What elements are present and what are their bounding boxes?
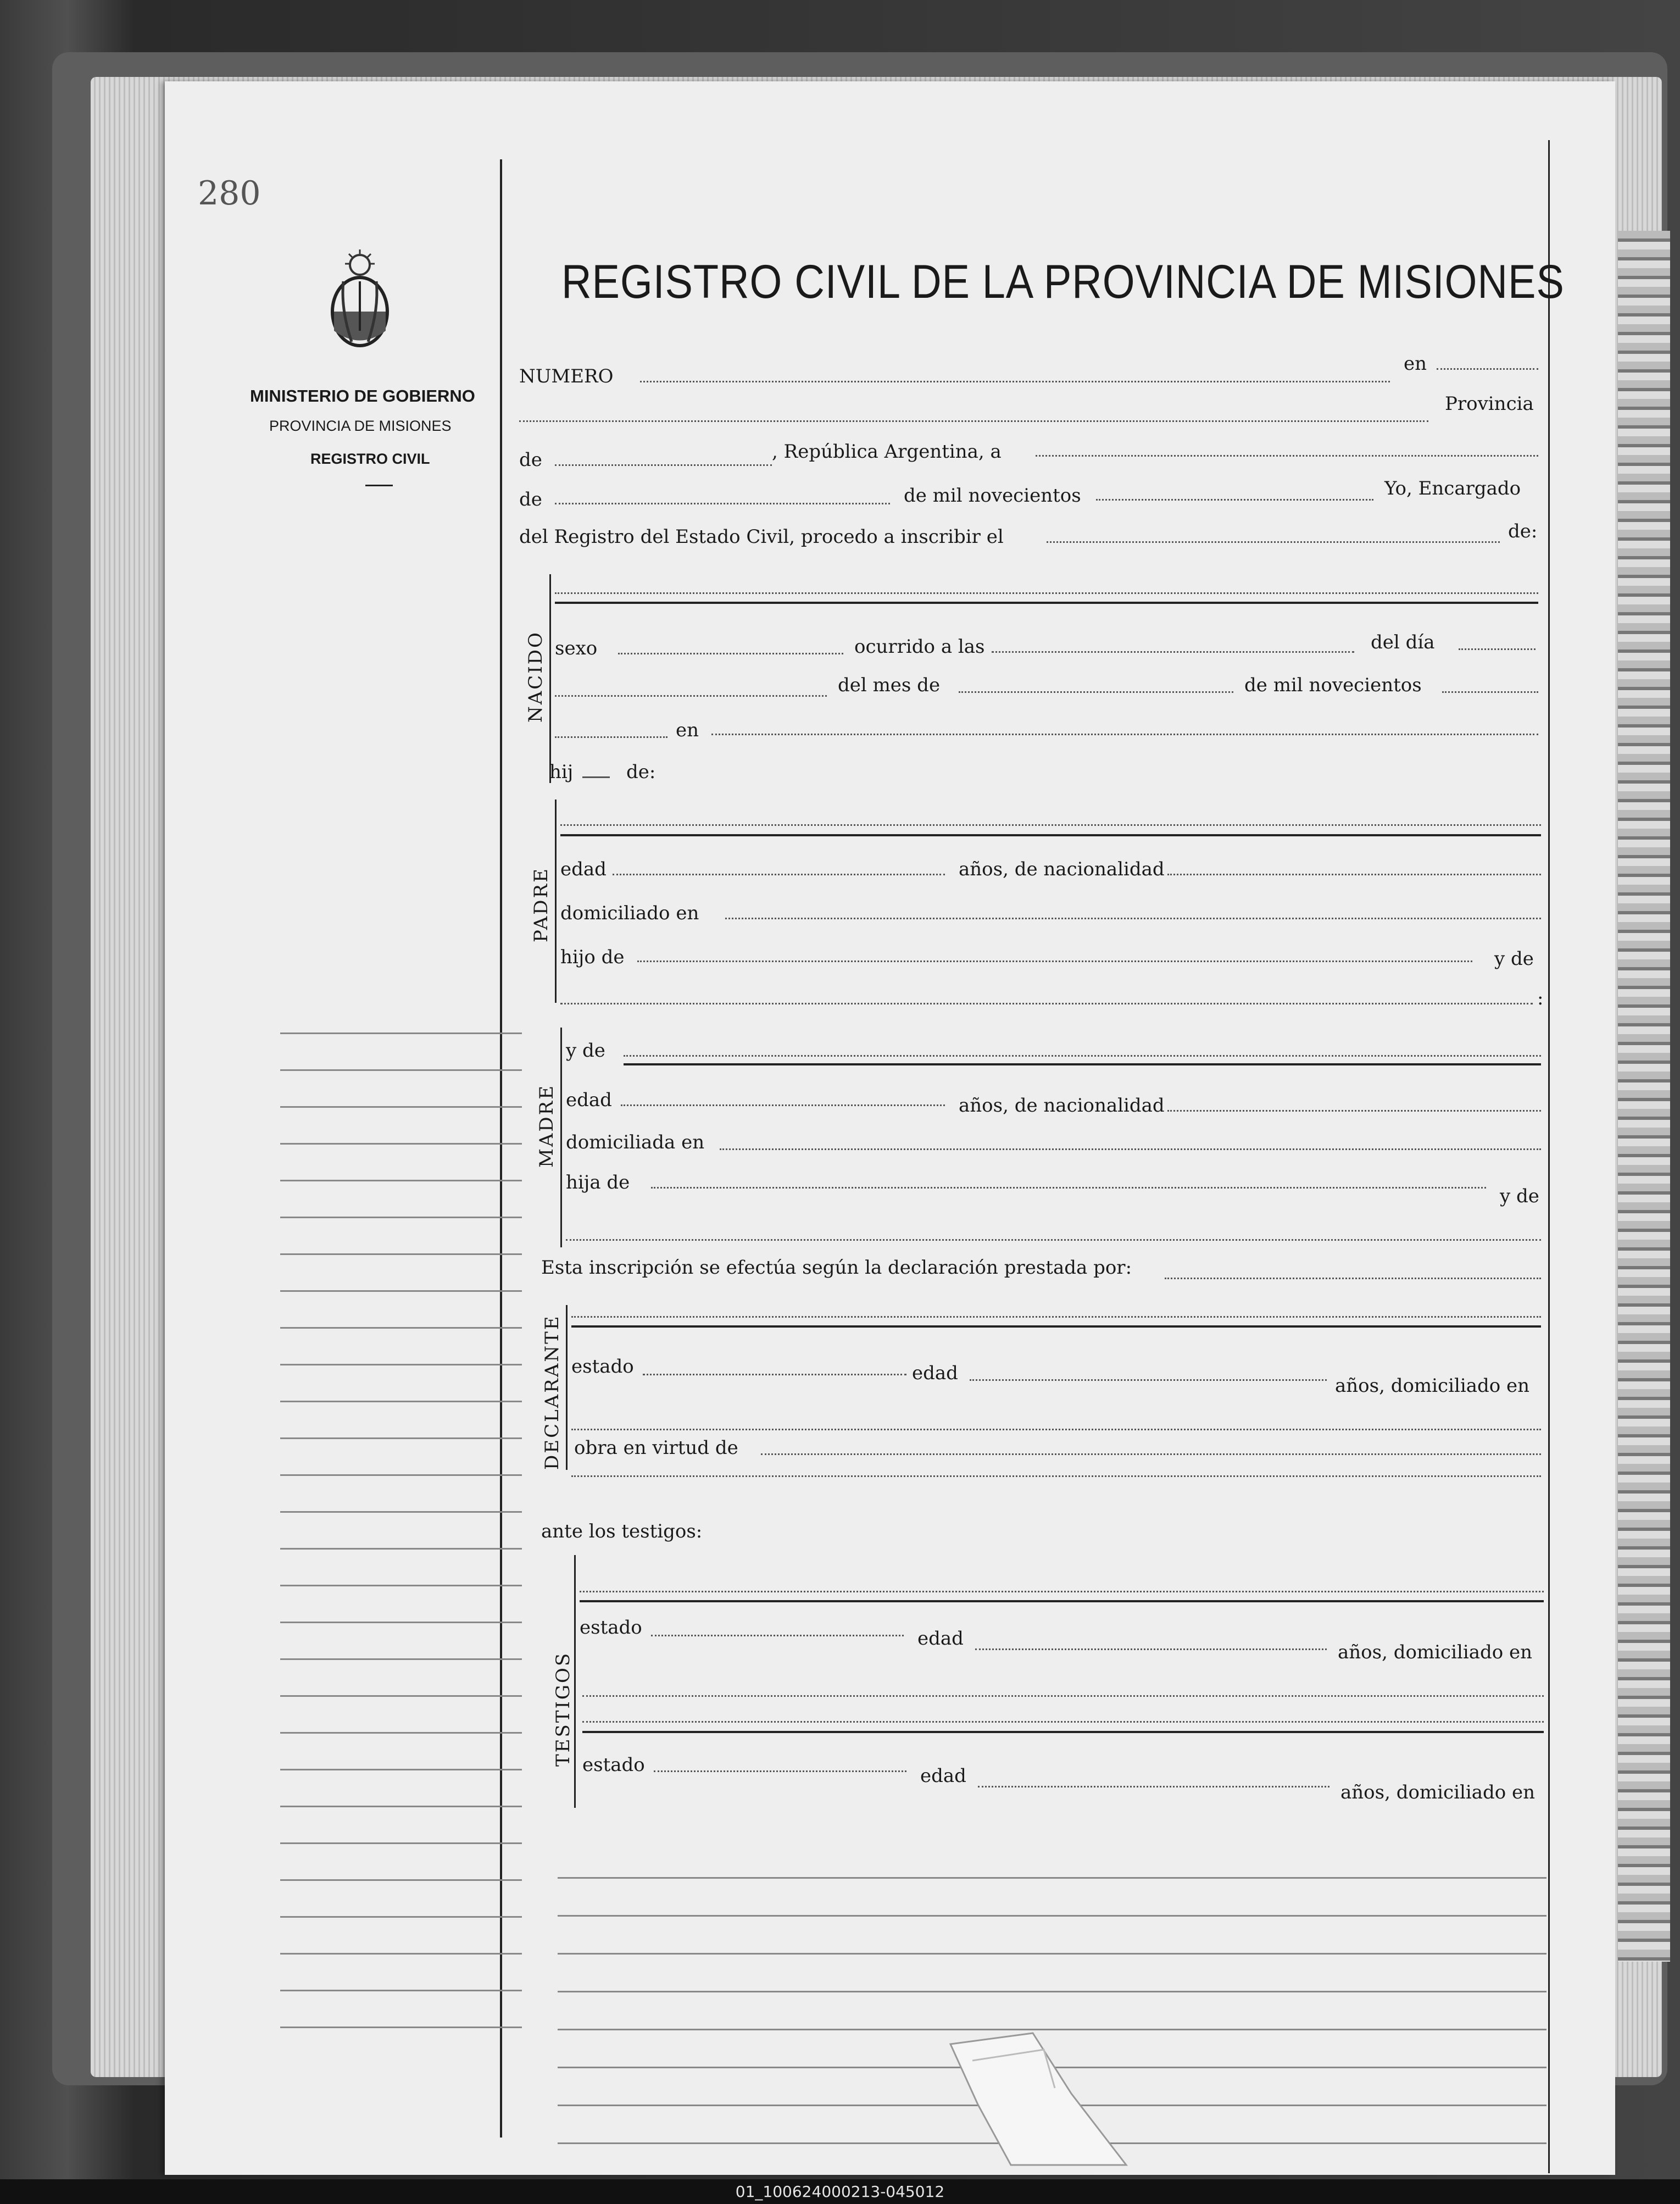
field-abuela-paterna[interactable]: [560, 1003, 1533, 1004]
field-declarante-edad[interactable]: [970, 1379, 1327, 1381]
field-lugar-2[interactable]: [711, 734, 1538, 735]
ministry-province: PROVINCIA DE MISIONES: [269, 418, 452, 434]
label-en-nacido: en: [676, 719, 699, 741]
label-testigo2-domicilio: años, domiciliado en: [1340, 1781, 1536, 1803]
field-abuela-materna[interactable]: [566, 1239, 1541, 1241]
nacido-bracket: [549, 574, 551, 783]
field-provincia[interactable]: [555, 464, 772, 466]
label-declaracion: Esta inscripción se efectúa según la declaración prestada por:: [541, 1257, 1132, 1279]
torn-tab-icon: [945, 2028, 1132, 2170]
testigo2-rule: [582, 1731, 1544, 1733]
field-padre-nacionalidad[interactable]: [1167, 874, 1541, 875]
field-obra[interactable]: [761, 1453, 1541, 1455]
label-madre: MADRE: [536, 1084, 558, 1168]
label-hijo-de: hijo de: [560, 946, 625, 968]
label-padre-colon: :: [1537, 987, 1544, 1009]
label-provincia: Provincia: [1445, 393, 1534, 415]
field-testigo1-edad[interactable]: [975, 1648, 1327, 1650]
label-declarante-estado: estado: [571, 1356, 634, 1378]
label-madre-y-de: y de: [566, 1040, 605, 1062]
label-declarante-edad: edad: [912, 1362, 958, 1384]
field-madre-edad[interactable]: [621, 1104, 945, 1106]
field-mes-nacido[interactable]: [959, 691, 1233, 693]
ministry-rule: [365, 485, 393, 486]
margin-notes-lines[interactable]: [280, 997, 522, 2063]
label-padre-domicilio: domiciliado en: [560, 902, 699, 924]
page-number: 280: [198, 174, 261, 213]
label-del-dia: del día: [1371, 631, 1435, 653]
index-tabs: [1618, 231, 1670, 1962]
field-testigo2-estado[interactable]: [654, 1770, 906, 1772]
field-lugar-1[interactable]: [555, 736, 667, 738]
label-de: de: [519, 449, 542, 471]
madre-rule: [624, 1063, 1541, 1065]
label-madre-y-de-2: y de: [1500, 1185, 1539, 1207]
field-declarante-estado[interactable]: [643, 1374, 906, 1375]
label-madre-domicilio: domiciliada en: [566, 1131, 705, 1153]
label-testigo1-estado: estado: [580, 1617, 642, 1639]
field-declarante-nombre-1[interactable]: [1165, 1278, 1541, 1279]
field-abuelo-materno[interactable]: [651, 1187, 1486, 1189]
label-testigo2-estado: estado: [582, 1754, 645, 1776]
padre-bracket: [555, 800, 557, 1003]
label-mil-novecientos-nacido: de mil novecientos: [1244, 674, 1422, 696]
label-de-colon: de:: [1508, 520, 1538, 542]
label-sexo: sexo: [555, 637, 598, 659]
label-testigo1-edad: edad: [917, 1628, 964, 1650]
field-location[interactable]: [519, 420, 1428, 422]
field-sexo[interactable]: [618, 653, 843, 654]
field-madre-nombre[interactable]: [624, 1055, 1541, 1057]
label-ante-testigos: ante los testigos:: [541, 1520, 703, 1542]
label-numero: NUMERO: [519, 365, 614, 387]
label-en: en: [1404, 353, 1427, 375]
label-republica: , República Argentina, a: [772, 441, 1002, 463]
ministry-name: MINISTERIO DE GOBIERNO: [250, 386, 475, 406]
field-padre-nombre[interactable]: [560, 824, 1541, 826]
label-registro: del Registro del Estado Civil, procedo a inscribir el: [519, 526, 1004, 548]
label-hij: hij: [549, 761, 574, 783]
label-hija-de: hija de: [566, 1172, 630, 1193]
ministry-registry: REGISTRO CIVIL: [310, 451, 430, 467]
field-testigo2-nombre[interactable]: [582, 1721, 1544, 1723]
field-anio-nacido[interactable]: [1442, 691, 1538, 693]
field-inscribir[interactable]: [1047, 541, 1500, 543]
label-del-mes: del mes de: [838, 674, 941, 696]
declarante-bracket: [566, 1305, 568, 1470]
field-obra-2[interactable]: [571, 1475, 1541, 1477]
testigos-bracket: [574, 1555, 576, 1808]
label-nacido: NACIDO: [525, 631, 547, 723]
testigo1-rule: [580, 1600, 1544, 1602]
label-testigo2-edad: edad: [920, 1765, 966, 1787]
field-testigo1-domicilio[interactable]: [582, 1695, 1544, 1697]
footer-code: 01_100624000213-045012: [735, 2183, 945, 2201]
label-de-2: de: [519, 488, 542, 510]
padre-rule: [560, 834, 1541, 836]
declarante-rule: [571, 1325, 1541, 1328]
field-dia[interactable]: [1459, 648, 1536, 650]
field-testigo1-estado[interactable]: [651, 1635, 904, 1636]
field-declarante-nombre-2[interactable]: [571, 1316, 1541, 1318]
field-abuelo-paterno[interactable]: [637, 961, 1472, 962]
field-nombre-nacido[interactable]: [555, 592, 1538, 594]
coat-of-arms-icon: [319, 248, 401, 358]
label-declarante-domicilio: años, domiciliado en: [1335, 1375, 1530, 1397]
page-title: REGISTRO CIVIL DE LA PROVINCIA DE MISIONES: [561, 256, 1565, 308]
field-padre-domicilio[interactable]: [725, 918, 1541, 919]
label-padre-y-de: y de: [1494, 948, 1534, 970]
label-declarante: DECLARANTE: [541, 1314, 563, 1470]
field-testigo1-nombre[interactable]: [580, 1591, 1544, 1592]
field-anio[interactable]: [1096, 499, 1373, 501]
label-padre: PADRE: [530, 867, 552, 942]
field-fecha-dia[interactable]: [1036, 455, 1538, 457]
field-madre-nacionalidad[interactable]: [1167, 1110, 1541, 1112]
right-margin-rule: [1548, 140, 1550, 2173]
label-yo-encargado: Yo, Encargado: [1384, 478, 1521, 499]
field-numero[interactable]: [640, 381, 1390, 382]
label-madre-edad: edad: [566, 1089, 612, 1111]
nacido-rule: [555, 602, 1538, 604]
field-madre-domicilio[interactable]: [720, 1148, 1541, 1150]
label-padre-nacionalidad: años, de nacionalidad: [959, 858, 1165, 880]
label-testigo1-domicilio: años, domiciliado en: [1338, 1641, 1533, 1663]
label-ocurrido: ocurrido a las: [854, 636, 985, 658]
madre-bracket: [560, 1028, 562, 1247]
label-testigos: TESTIGOS: [552, 1651, 574, 1767]
label-hij-de: de:: [626, 761, 656, 783]
field-mes[interactable]: [555, 503, 890, 504]
field-dia-2[interactable]: [555, 695, 827, 697]
field-en[interactable]: [1437, 368, 1538, 370]
field-hora[interactable]: [992, 651, 1354, 653]
label-madre-nacionalidad: años, de nacionalidad: [959, 1095, 1165, 1117]
label-padre-edad: edad: [560, 858, 607, 880]
field-hij[interactable]: [582, 776, 610, 778]
label-mil-novecientos: de mil novecientos: [904, 485, 1081, 507]
field-declarante-domicilio[interactable]: [571, 1429, 1541, 1430]
label-obra: obra en virtud de: [574, 1437, 738, 1459]
field-padre-edad[interactable]: [613, 874, 945, 875]
field-testigo2-edad[interactable]: [978, 1786, 1329, 1787]
